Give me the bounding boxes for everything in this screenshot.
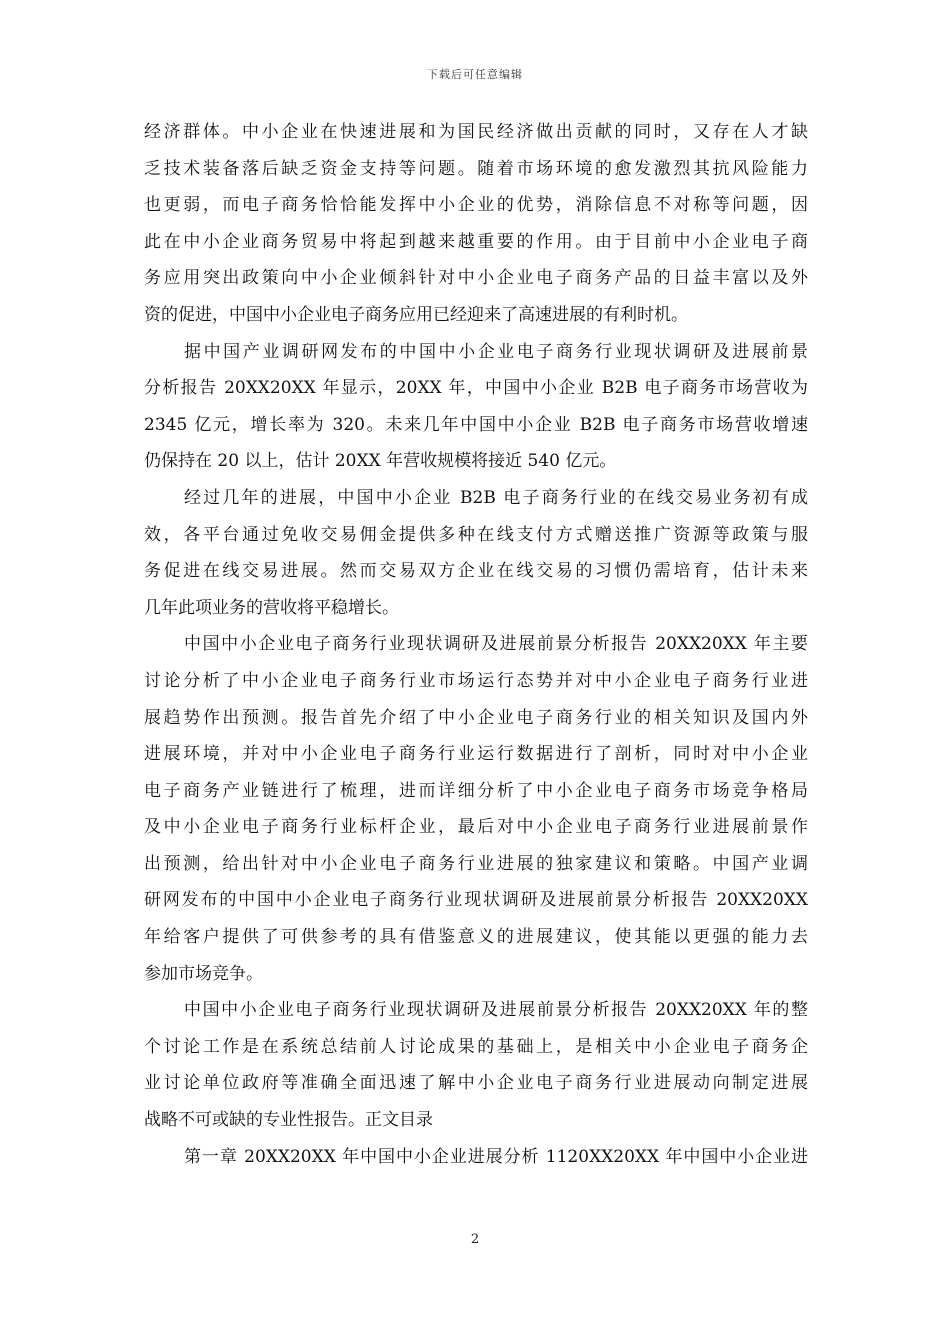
text-line: 展趋势作出预测。报告首先介绍了中小企业电子商务行业的相关知识及国内外 — [144, 707, 808, 728]
text-line: 几年此项业务的营收将平稳增长。 — [144, 597, 399, 618]
text-line: 此在中小企业商务贸易中将起到越来越重要的作用。由于目前中小企业电子商 — [144, 231, 808, 252]
text-line: 经济群体。中小企业在快速进展和为国民经济做出贡献的同时，又存在人才缺 — [144, 122, 808, 142]
text-line: 讨论分析了中小企业电子商务行业市场运行态势并对中小企业电子商务行业进 — [144, 670, 808, 691]
paragraph — [144, 626, 808, 992]
paragraph — [144, 480, 808, 626]
paragraph — [144, 992, 808, 1138]
text-line: 乏技术装备落后缺乏资金支持等问题。随着市场环境的愈发激烈其抗风险能力 — [144, 158, 808, 179]
text-line: 进展环境，并对中小企业电子商务行业运行数据进行了剖析，同时对中小企业 — [144, 744, 808, 765]
text-line: 参加市场竞争。 — [144, 963, 263, 984]
text-line: 电子商务产业链进行了梳理，进而详细分析了中小企业电子商务市场竞争格局 — [144, 780, 808, 801]
document-body — [144, 114, 808, 1175]
page-header: 下载后可任意编辑 — [427, 68, 523, 81]
text-line: 经过几年的进展，中国中小企业 B2B 电子商务行业的在线交易业务初有成 — [184, 487, 808, 508]
text-line: 务应用突出政策向中小企业倾斜针对中小企业电子商务产品的日益丰富以及外 — [144, 268, 808, 289]
page-number: 2 — [470, 1232, 480, 1247]
text-line: 研网发布的中国中小企业电子商务行业现状调研及进展前景分析报告 20XX20XX — [144, 890, 808, 911]
text-line: 仍保持在 20 以上，估计 20XX 年营收规模将接近 540 亿元。 — [144, 451, 617, 472]
text-line: 中国中小企业电子商务行业现状调研及进展前景分析报告 20XX20XX 年的整 — [184, 1000, 808, 1021]
paragraph — [144, 334, 808, 480]
text-line: 效，各平台通过免收交易佣金提供多种在线支付方式赠送推广资源等政策与服 — [144, 524, 808, 545]
text-line: 年给客户提供了可供参考的具有借鉴意义的进展建议，使其能以更强的能力去 — [144, 927, 808, 948]
text-line: 个讨论工作是在系统总结前人讨论成果的基础上，是相关中小企业电子商务企 — [144, 1036, 808, 1057]
text-line: 也更弱，而电子商务恰恰能发挥中小企业的优势，消除信息不对称等问题，因 — [144, 195, 808, 216]
text-line: 资的促进，中国中小企业电子商务应用已经迎来了高速进展的有利时机。 — [144, 304, 688, 325]
text-line: 战略不可或缺的专业性报告。正文目录 — [144, 1110, 433, 1131]
text-line: 分析报告 20XX20XX 年显示，20XX 年，中国中小企业 B2B 电子商务市场营收为 — [144, 378, 808, 399]
text-line: 业讨论单位政府等准确全面迅速了解中小企业电子商务行业进展动向制定进展 — [144, 1073, 808, 1094]
text-line: 务促进在线交易进展。然而交易双方企业在线交易的习惯仍需培育，估计未来 — [144, 561, 808, 582]
text-line: 出预测，给出针对中小企业电子商务行业进展的独家建议和策略。中国产业调 — [144, 853, 808, 874]
text-line: 2345 亿元，增长率为 320。未来几年中国中小企业 B2B 电子商务市场营收增速 — [144, 414, 808, 435]
text-line: 第一章 20XX20XX 年中国中小企业进展分析 1120XX20XX 年中国中小企业进 — [184, 1146, 808, 1167]
text-line: 及中小企业电子商务行业标杆企业，最后对中小企业电子商务行业进展前景作 — [144, 817, 808, 838]
paragraph — [144, 114, 808, 334]
paragraph — [144, 1139, 808, 1176]
text-line: 据中国产业调研网发布的中国中小企业电子商务行业现状调研及进展前景 — [184, 341, 808, 362]
text-line: 中国中小企业电子商务行业现状调研及进展前景分析报告 20XX20XX 年主要 — [184, 634, 808, 655]
